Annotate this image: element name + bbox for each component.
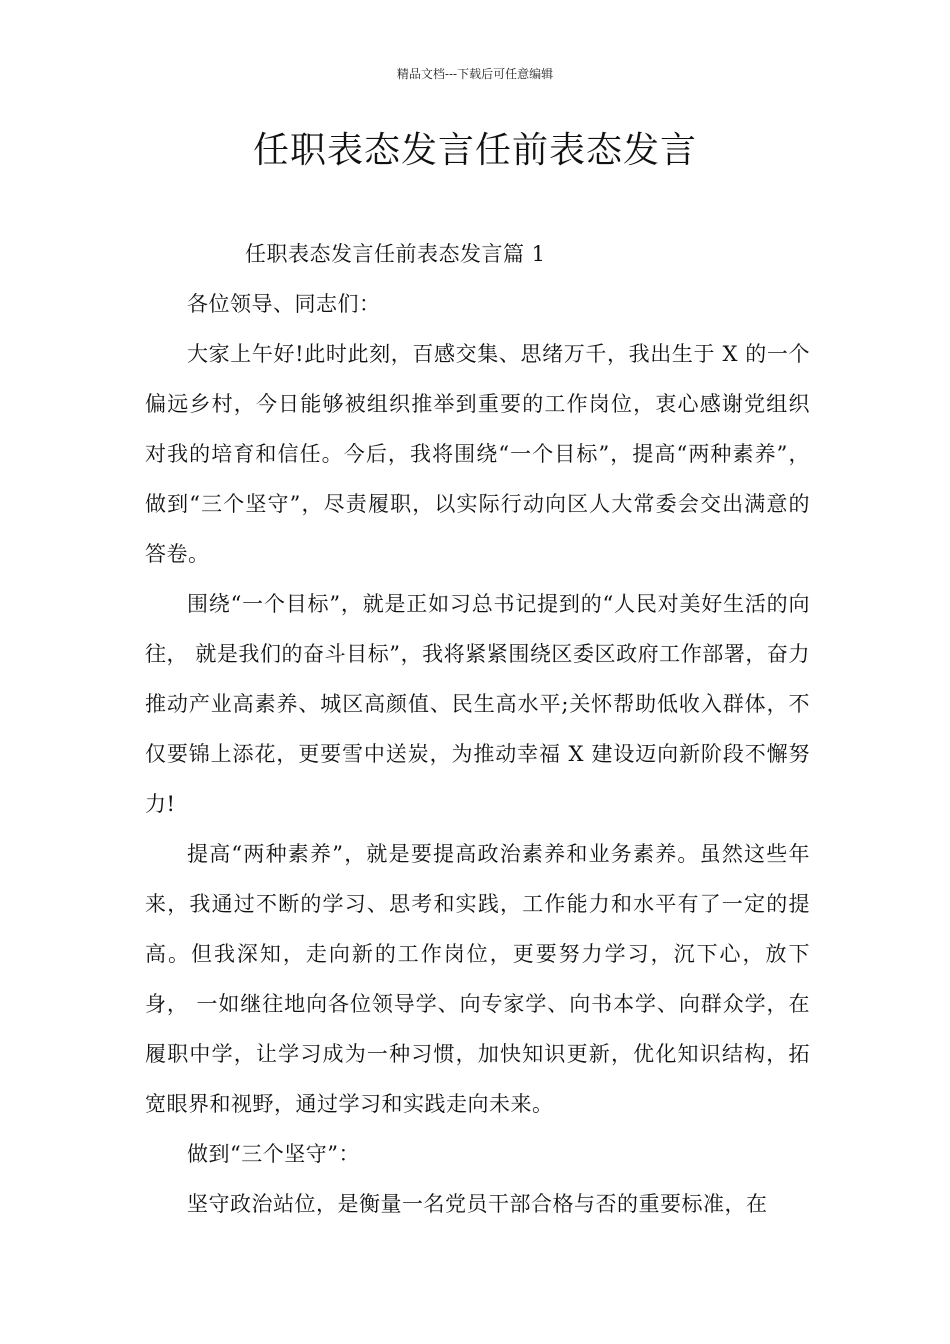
section-heading: 任职表态发言任前表态发言篇 1: [245, 242, 546, 266]
paragraph-greeting: 大家上午好!此时此刻，百感交集、思绪万千，我出生于 X 的一个偏远乡村，今日能够被组织推举到重要的工作岗位，衷心感谢党组织对我的培育和信任。今后，我将围绕“一个目标”，提高“两种素养”， 做到“三个坚守”，尽责履职，以实际行动向区人大常委会交出满意的答卷。: [145, 342, 810, 566]
paragraph-two-qualities: 提高“两种素养”，就是要提高政治素养和业务素养。虽然这些年来，我通过不断的学习、思考和实践，工作能力和水平有了一定的提高。但我深知，走向新的工作岗位，更要努力学习，沉下心，放下身， 一如继往地向各位领导学、向专家学、向书本学、向群众学，在履职中学，让学习成为一种习惯，加快知识更新，优化知识结构，拓宽眼界和视野，通过学习和实践走向未来。: [145, 842, 810, 1116]
document-title: 任职表态发言任前表态发言: [252, 130, 697, 171]
paragraph-one-goal: 围绕“一个目标”，就是正如习总书记提到的“人民对美好生活的向往， 就是我们的奋斗目标”，我将紧紧围绕区委区政府工作部署，奋力推动产业高素养、城区高颜值、民生高水平;关怀帮助低收入群体，不仅要锦上添花，更要雪中送炭，为推动幸福 X 建设迈向新阶段不懈努力!: [145, 592, 810, 816]
header-note: 精品文档---下载后可任意编辑: [396, 67, 554, 81]
paragraph-salutation: 各位领导、同志们：: [187, 292, 381, 316]
paragraph-three-adherences: 做到“三个坚守”：: [187, 1142, 360, 1166]
document-body: [145, 229, 810, 1229]
paragraph-political-stance: 坚守政治站位，是衡量一名党员干部合格与否的重要标准，在: [187, 1192, 768, 1216]
